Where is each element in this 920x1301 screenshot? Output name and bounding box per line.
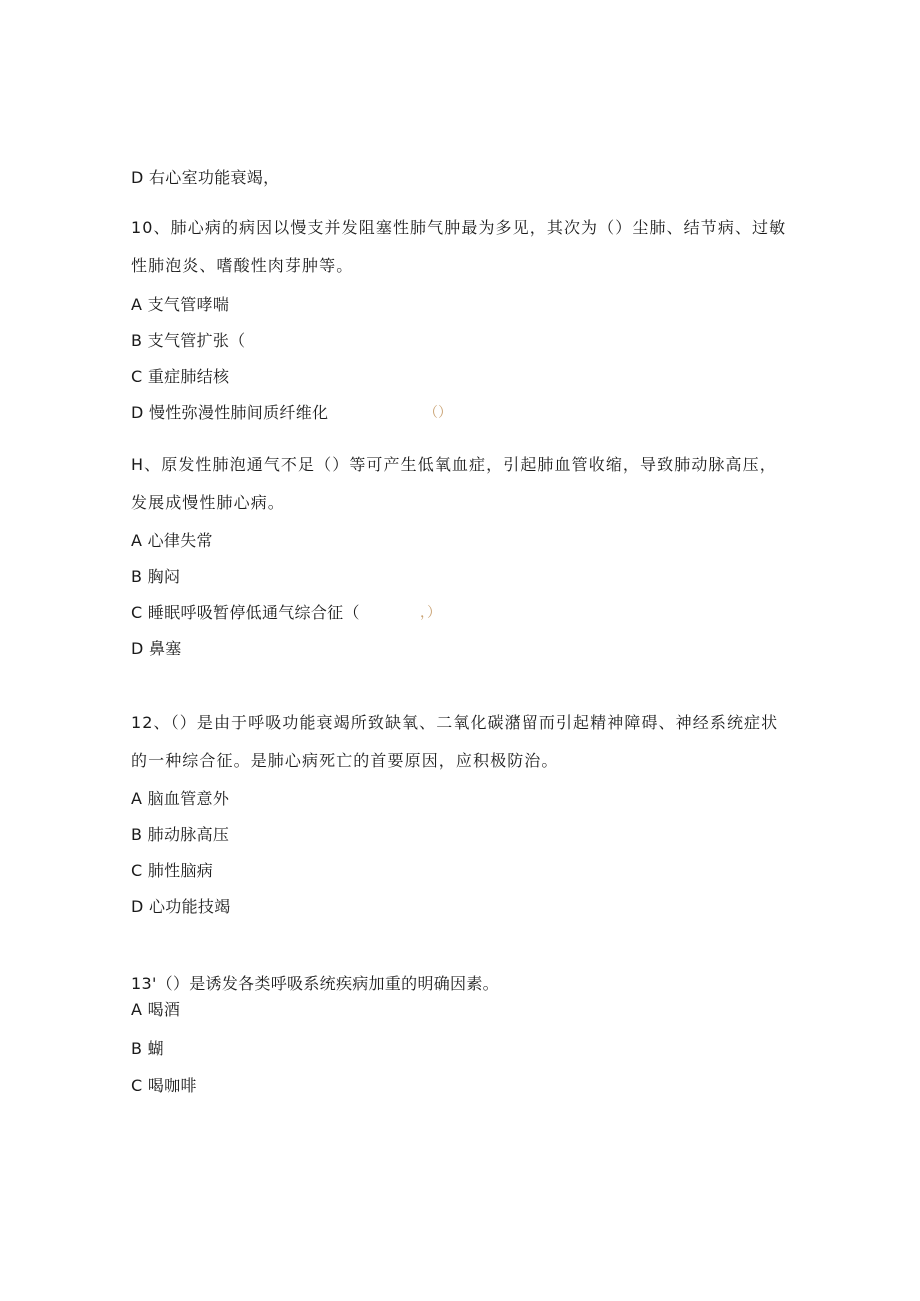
q11-stem-line1: H、原发性肺泡通气不足（）等可产生低氧血症，引起肺血管收缩，导致肺动脉高压， [131, 455, 777, 474]
q12-option-c: C 肺性脑病 [131, 861, 214, 880]
q12-stem-line2: 的一种综合征。是肺心病死亡的首要原因，应积极防治。 [131, 751, 559, 770]
q13-option-b: B 蝴 [131, 1039, 164, 1058]
q11-stem-line2: 发展成慢性肺心病。 [131, 493, 285, 512]
q10-stem-line1: 10、肺心病的病因以慢支并发阻塞性肺气肿最为多见，其次为（）尘肺、结节病、过敏 [131, 218, 787, 237]
q12-option-d: D 心功能技竭 [131, 897, 231, 916]
q10-option-a: A 支气管哮喘 [131, 295, 230, 314]
q9-option-d: D 右心室功能衰竭， [131, 168, 280, 187]
q11-option-d: D 鼻塞 [131, 639, 182, 658]
q10-option-d: D 慢性弥漫性肺间质纤维化 [131, 403, 329, 422]
q13-option-c: C 喝咖啡 [131, 1076, 197, 1095]
q12-option-a: A 脑血管意外 [131, 789, 230, 808]
q11-option-a: A 心律失常 [131, 531, 213, 550]
q10-stem-line2: 性肺泡炎、嗜酸性肉芽肿等。 [131, 256, 354, 275]
q10-option-b: B 支气管扩张（ [131, 331, 246, 350]
q10-option-c: C 重症肺结核 [131, 367, 230, 386]
q11-option-c: C 睡眠呼吸暂停低通气综合征（ [131, 603, 360, 622]
q12-option-b: B 肺动脉高压 [131, 825, 230, 844]
q11-option-b: B 胸闷 [131, 567, 181, 586]
q12-stem-line1: 12、（）是由于呼吸功能衰竭所致缺氧、二氧化碳潴留而引起精神障碍、神经系统症状 [131, 713, 779, 732]
q11-option-c-tail: ，） [420, 605, 441, 621]
q10-answer-mark: （） [424, 405, 452, 421]
q13-stem-line1: 13'（）是诱发各类呼吸系统疾病加重的明确因素。 [131, 974, 499, 993]
q13-option-a: A 喝酒 [131, 1000, 181, 1019]
